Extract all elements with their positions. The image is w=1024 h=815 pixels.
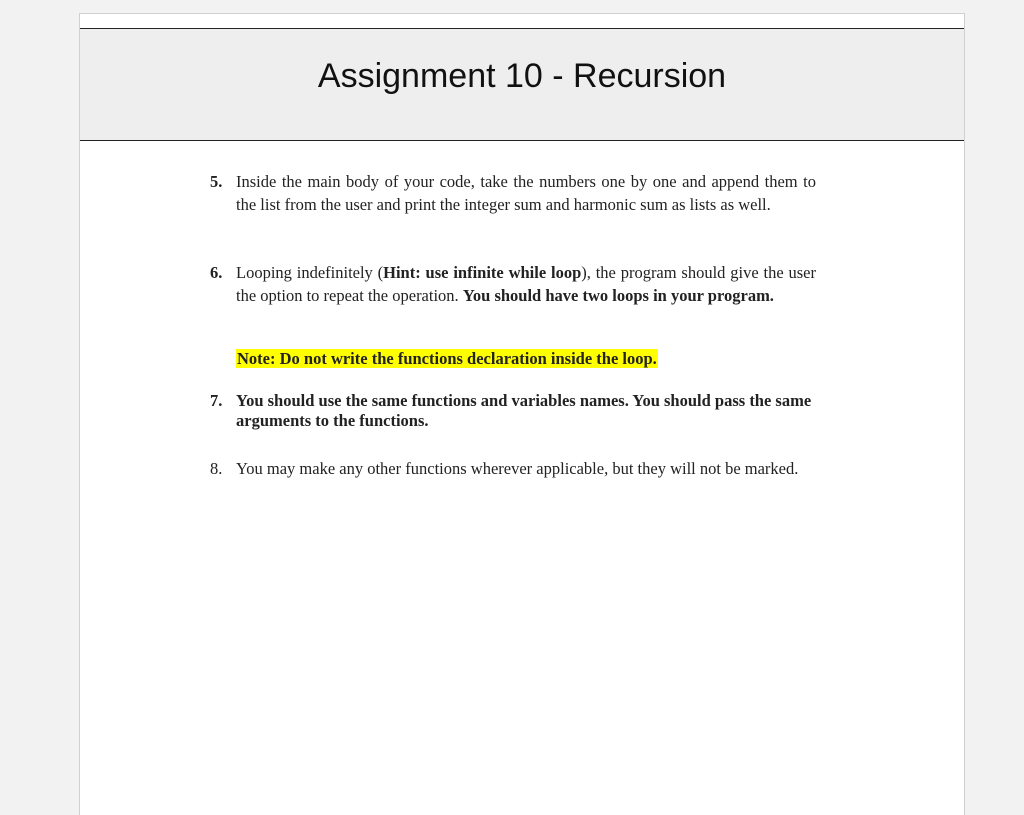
list-item-8 — [210, 457, 850, 480]
emphasis-text: You should have two loops in your program. — [462, 286, 774, 305]
note-wrapper — [236, 347, 816, 370]
hint-text: Hint: use infinite while loop — [383, 263, 582, 282]
item-text — [236, 261, 816, 307]
note-item — [210, 347, 816, 370]
document-page — [79, 13, 965, 815]
list-item-5 — [210, 170, 816, 216]
page-title: Assignment 10 - Recursion — [317, 57, 727, 95]
header-band — [80, 28, 964, 141]
list-item-7 — [210, 391, 850, 431]
item-number: 7. — [210, 391, 223, 410]
item-number: 5. — [210, 172, 223, 191]
item-text: You should use the same functions and variables names. You should pass the same arguments to the functions. — [236, 391, 812, 430]
item-text-mid: ), the program should give the user the option to repeat the operation. — [236, 263, 816, 305]
highlighted-note: Note: Do not write the functions declaration inside the loop. — [237, 349, 657, 368]
list-item-6 — [210, 261, 816, 307]
item-number: 6. — [210, 263, 223, 282]
item-number: 8. — [210, 459, 223, 478]
item-text: You may make any other functions wherever applicable, but they will not be marked. — [236, 459, 799, 478]
item-text-start: Looping indefinitely ( — [236, 263, 384, 282]
item-text: Inside the main body of your code, take the numbers one by one and append them to the list from the user and print the integer sum and harmonic sum as lists as well. — [236, 172, 816, 214]
